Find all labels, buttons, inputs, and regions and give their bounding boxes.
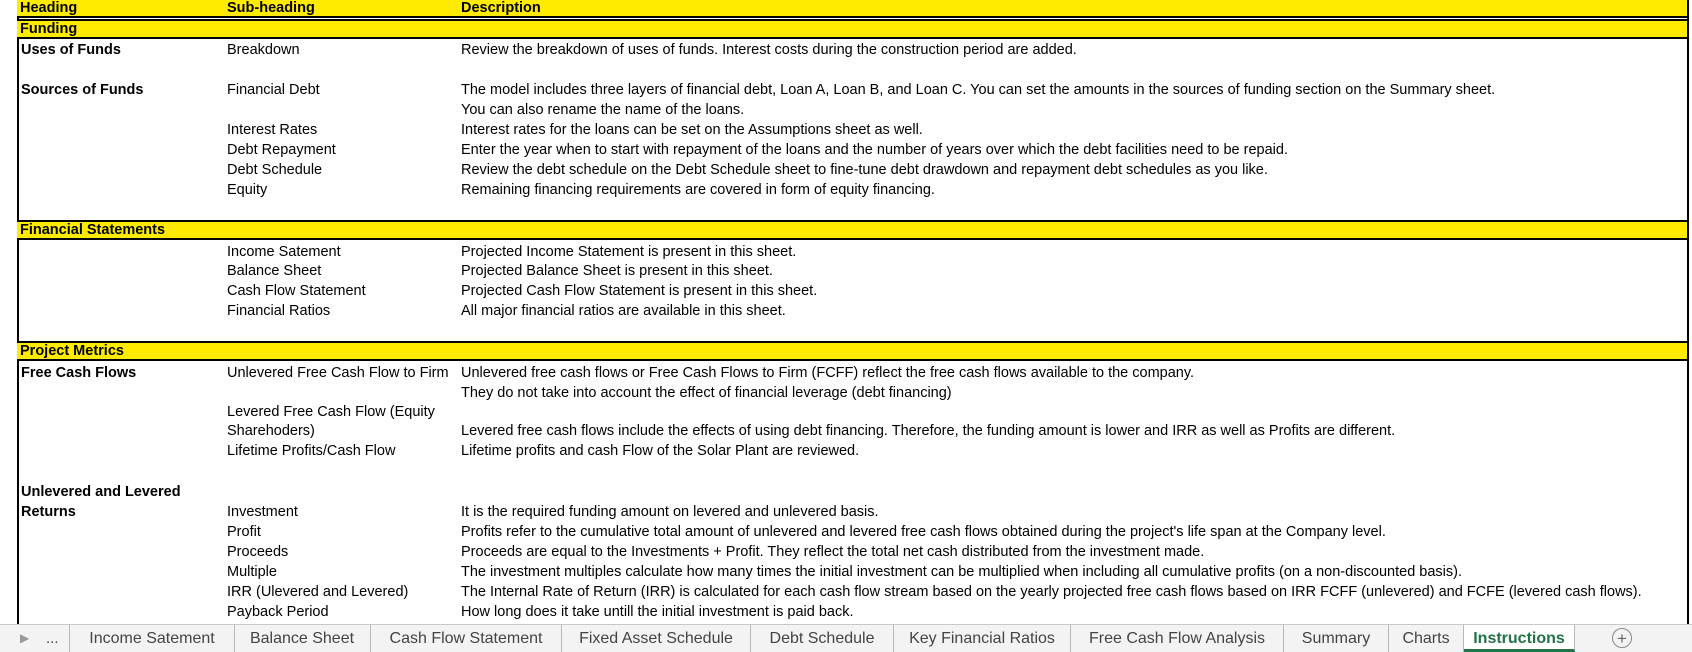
row-description: Projected Income Statement is present in this sheet. <box>461 244 797 260</box>
table-row[interactable] <box>0 502 1692 522</box>
row-description: Levered free cash flows include the effects of using debt financing. Therefore, the funding amount is lower and IRR as well as Profits are different. <box>461 423 1396 439</box>
row-subheading: Sharehoders) <box>227 423 315 439</box>
plus-circle-icon[interactable]: + <box>1612 628 1632 648</box>
row-description: You can also rename the name of the loans. <box>461 102 745 118</box>
header-description: Description <box>461 0 541 16</box>
more-sheets-button[interactable]: ... <box>46 630 59 647</box>
tab-charts[interactable]: Charts <box>1389 625 1464 652</box>
section-financial-statements[interactable] <box>17 220 1687 240</box>
table-row[interactable] <box>0 402 1692 422</box>
row-description: Lifetime profits and cash Flow of the Solar Plant are reviewed. <box>461 443 860 459</box>
row-description: All major financial ratios are available in this sheet. <box>461 303 786 319</box>
row-description: The investment multiples calculate how many times the initial investment can be multiplied when including all cumulative profits (on a non-discounted basis). <box>461 564 1462 580</box>
row-description: Review the breakdown of uses of funds. Interest costs during the construction period are added. <box>461 42 1077 58</box>
table-row[interactable] <box>0 120 1692 140</box>
row-subheading: Profit <box>227 524 261 540</box>
row-subheading: Proceeds <box>227 544 289 560</box>
tab-cash-flow-statement[interactable]: Cash Flow Statement <box>371 625 562 652</box>
row-subheading: Debt Schedule <box>227 162 323 178</box>
row-subheading: Payback Period <box>227 604 329 620</box>
row-description: Review the debt schedule on the Debt Schedule sheet to fine-tune debt drawdown and repayment debt schedules as you like. <box>461 162 1268 178</box>
table-row[interactable] <box>0 261 1692 281</box>
row-subheading: Financial Debt <box>227 82 320 98</box>
table-row[interactable] <box>0 582 1692 602</box>
table-row[interactable] <box>0 383 1692 403</box>
table-row[interactable] <box>0 522 1692 542</box>
row-description: Remaining financing requirements are covered in form of equity financing. <box>461 182 935 198</box>
tab-key-financial-ratios[interactable]: Key Financial Ratios <box>894 625 1071 652</box>
row-heading: Sources of Funds <box>21 82 144 98</box>
row-description: It is the required funding amount on levered and unlevered basis. <box>461 504 879 520</box>
table-row[interactable] <box>0 160 1692 180</box>
table-row[interactable] <box>0 562 1692 582</box>
row-description: Interest rates for the loans can be set on the Assumptions sheet as well. <box>461 122 923 138</box>
row-subheading: Investment <box>227 504 298 520</box>
tab-free-cash-flow-analysis[interactable]: Free Cash Flow Analysis <box>1071 625 1284 652</box>
section-title: Financial Statements <box>20 222 166 238</box>
section-project-metrics[interactable] <box>17 341 1687 361</box>
row-subheading: Interest Rates <box>227 122 318 138</box>
row-subheading: Levered Free Cash Flow (Equity <box>227 404 435 420</box>
table-row[interactable] <box>0 301 1692 321</box>
tab-debt-schedule[interactable]: Debt Schedule <box>751 625 894 652</box>
table-row[interactable] <box>0 140 1692 160</box>
table-row[interactable] <box>0 482 1692 502</box>
table-row[interactable] <box>0 441 1692 461</box>
row-subheading: Lifetime Profits/Cash Flow <box>227 443 396 459</box>
row-subheading: Multiple <box>227 564 277 580</box>
table-row[interactable] <box>0 363 1692 383</box>
tab-instructions[interactable]: Instructions <box>1464 625 1575 652</box>
row-description: They do not take into account the effect of financial leverage (debt financing) <box>461 385 952 401</box>
row-description: Profits refer to the cumulative total amount of unlevered and levered free cash flows obtained during the project's life span at the Company level. <box>461 524 1386 540</box>
table-row[interactable] <box>0 242 1692 262</box>
table-row[interactable] <box>0 281 1692 301</box>
row-heading: Free Cash Flows <box>21 365 137 381</box>
header-heading: Heading <box>20 0 78 16</box>
sheet-tab-bar <box>0 624 1692 652</box>
row-subheading: Income Satement <box>227 244 341 260</box>
row-description: Proceeds are equal to the Investments + Profit. They reflect the total net cash distributed from the investment made. <box>461 544 1205 560</box>
row-subheading: Cash Flow Statement <box>227 283 366 299</box>
row-subheading: Balance Sheet <box>227 263 322 279</box>
triangle-right-icon[interactable]: ▶ <box>20 631 30 645</box>
row-subheading: IRR (Ulevered and Levered) <box>227 584 409 600</box>
row-description: Enter the year when to start with repayment of the loans and the number of years over which the debt facilities need to be repaid. <box>461 142 1288 158</box>
row-subheading: Debt Repayment <box>227 142 336 158</box>
row-heading: Unlevered and Levered <box>21 484 181 500</box>
header-row[interactable] <box>17 0 1687 18</box>
section-funding[interactable] <box>17 19 1687 39</box>
table-row[interactable] <box>0 80 1692 100</box>
row-subheading: Unlevered Free Cash Flow to Firm <box>227 365 449 381</box>
row-description: The model includes three layers of financial debt, Loan A, Loan B, and Loan C. You can set the amounts in the sources of funding section on the Summary sheet. <box>461 82 1496 98</box>
tab-fixed-asset-schedule[interactable]: Fixed Asset Schedule <box>562 625 751 652</box>
row-heading: Uses of Funds <box>21 42 121 58</box>
row-heading: Returns <box>21 504 76 520</box>
row-subheading: Financial Ratios <box>227 303 331 319</box>
row-description: Unlevered free cash flows or Free Cash Flows to Firm (FCFF) reflect the free cash flows available to the company. <box>461 365 1195 381</box>
table-row[interactable] <box>0 542 1692 562</box>
row-description: How long does it take untill the initial investment is paid back. <box>461 604 854 620</box>
row-description: Projected Balance Sheet is present in this sheet. <box>461 263 773 279</box>
tab-balance-sheet[interactable]: Balance Sheet <box>234 625 371 652</box>
tab-income-satement[interactable]: Income Satement <box>69 625 235 652</box>
row-subheading: Equity <box>227 182 268 198</box>
tab-summary[interactable]: Summary <box>1284 625 1389 652</box>
table-row[interactable] <box>0 40 1692 60</box>
table-row[interactable] <box>0 602 1692 622</box>
table-row[interactable] <box>0 100 1692 120</box>
header-subheading: Sub-heading <box>227 0 315 16</box>
table-row[interactable] <box>0 180 1692 200</box>
row-subheading: Breakdown <box>227 42 300 58</box>
section-title: Funding <box>20 21 78 37</box>
section-title: Project Metrics <box>20 343 124 359</box>
row-description: Projected Cash Flow Statement is present in this sheet. <box>461 283 818 299</box>
row-description: The Internal Rate of Return (IRR) is calculated for each cash flow stream based on the yearly projected free cash flows based on IRR FCFF (unlevered) and FCFE (levered cash flows). <box>461 584 1642 600</box>
table-row[interactable] <box>0 421 1692 441</box>
